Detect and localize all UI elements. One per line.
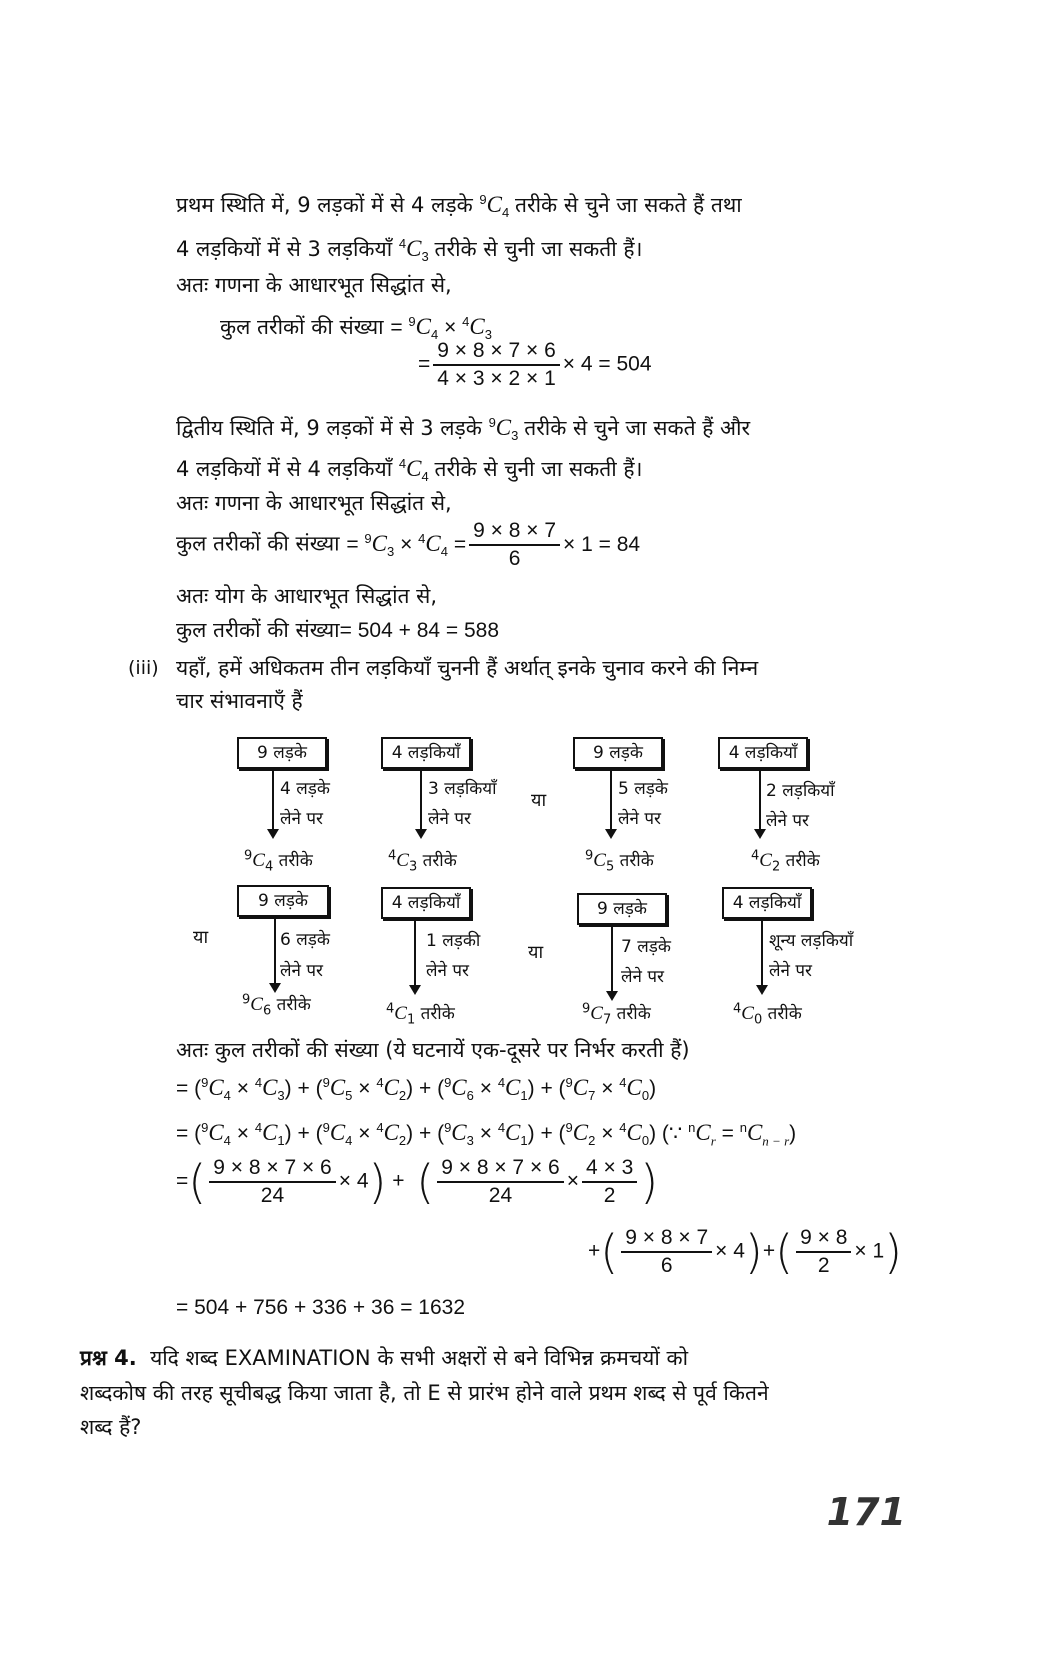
text-segment: कुल तरीकों की संख्या <box>176 531 340 556</box>
equation-line: कुल तरीकों की संख्या = $^9C_3 \times ^4C_4$ = $\frac{9 \times 8 \times 7}{6}$ × 1 = 84 <box>176 519 641 570</box>
result-label: $^4C_2$ तरीके <box>751 848 820 875</box>
text-segment: यदि शब्द EXAMINATION के सभी अक्षरों से बने विभिन्न क्रमचयों को <box>150 1346 689 1370</box>
or-label: या <box>528 942 544 963</box>
group-box: 9 लड़के <box>237 885 329 917</box>
group-box: 4 लड़कियाँ <box>381 887 471 919</box>
group-box: 9 लड़के <box>237 737 327 769</box>
down-arrow-icon <box>414 919 416 987</box>
equation-line: = $(^9C_4 \times ^4C_1) + (^9C_4 \times ^4C_2) + (^9C_3 \times ^4C_1) + (^9C_2 \times ^4C_0)$ (∵ $^nC_r = ^nC_{n - r}$) <box>176 1120 797 1149</box>
text-line: यहाँ, हमें अधिकतम तीन लड़कियाँ चुननी हैं अर्थात् इनके चुनाव करने की निम्न <box>176 656 759 680</box>
fraction-numerator: 9 × 8 × 7 <box>469 518 560 546</box>
down-arrow-icon <box>610 769 612 831</box>
text-segment: × 1 = 84 <box>563 532 641 556</box>
down-arrow-icon <box>761 919 763 987</box>
text-segment: 4 लड़कियों में से 4 लड़कियाँ <box>176 457 393 481</box>
result-label: $^9C_4$ तरीके <box>244 848 313 875</box>
selection-label: 7 लड़के <box>621 937 671 957</box>
text-line: चार संभावनाएँ हैं <box>176 689 303 713</box>
or-label: या <box>531 790 547 811</box>
group-box: 9 लड़के <box>577 893 667 925</box>
fraction-denominator: 4 × 3 × 2 × 1 <box>437 367 556 390</box>
or-label: या <box>193 927 209 948</box>
text-segment: 4 लड़कियों में से 3 लड़कियाँ <box>176 237 393 261</box>
selection-label: 2 लड़कियाँ <box>766 781 835 801</box>
selection-label: 1 लड़की <box>426 931 481 951</box>
question-line <box>80 1345 688 1371</box>
selection-label: लेने पर <box>621 967 664 987</box>
fraction-numerator: 9 × 8 × 7 × 6 <box>433 338 560 366</box>
text-segment: तरीके से चुनी जा सकती हैं। <box>434 457 643 481</box>
text-segment: कुल तरीकों की संख्या <box>176 618 340 642</box>
equation-line: कुल तरीकों की संख्या = $^9C_4 \times ^4C_3$ <box>220 314 492 343</box>
down-arrow-icon <box>272 769 274 831</box>
text-line: अतः गणना के आधारभूत सिद्धांत से, <box>176 273 452 297</box>
question-line: शब्द हैं? <box>80 1415 142 1439</box>
result-label: $^9C_6$ तरीके <box>242 992 311 1019</box>
text-segment: कुल तरीकों की संख्या <box>220 315 384 339</box>
result-label: $^9C_5$ तरीके <box>585 848 654 875</box>
page-number: 171 <box>826 1490 906 1534</box>
text-segment: × 4 = 504 <box>562 352 652 376</box>
equation-line: = $(^9C_4 \times ^4C_3) + (^9C_5 \times ^4C_2) + (^9C_6 \times ^4C_1) + (^9C_7 \times ^4C_0)$ <box>176 1075 657 1104</box>
text-line: अतः योग के आधारभूत सिद्धांत से, <box>176 584 438 608</box>
group-box: 9 लड़के <box>573 737 663 769</box>
selection-label: लेने पर <box>426 961 469 981</box>
selection-label: लेने पर <box>280 809 323 829</box>
text-line: अतः कुल तरीकों की संख्या (ये घटनायें एक-दूसरे पर निर्भर करती हैं) <box>176 1038 690 1062</box>
text-segment: तरीके से चुने जा सकते हैं और <box>524 416 751 440</box>
equation-line: =( $\frac{9 \times 8 \times 7 \times 6}{24}$ × 4) + ( $\frac{9 \times 8 \times 7 \times 6}{24}$ × $\frac{4 \times 3}{2}$ ) <box>176 1155 659 1209</box>
text-segment: तरीके से चुनी जा सकती हैं। <box>434 237 643 261</box>
down-arrow-icon <box>274 917 276 985</box>
selection-label: 5 लड़के <box>618 779 668 799</box>
down-arrow-icon <box>420 769 422 831</box>
part-label: (iii) <box>128 657 159 679</box>
group-box: 4 लड़कियाँ <box>718 737 808 769</box>
text-segment: = 504 + 84 = 588 <box>339 619 500 642</box>
selection-label: 3 लड़कियाँ <box>428 779 497 799</box>
selection-label: लेने पर <box>769 961 812 981</box>
final-result: = 504 + 756 + 336 + 36 = 1632 <box>176 1296 466 1319</box>
equation-line: = $\frac{9 \times 8 \times 7 \times 6}{4 \times 3 \times 2 \times 1}$ × 4 = 504 <box>418 339 652 390</box>
down-arrow-icon <box>759 769 761 831</box>
equation-line: +( $\frac{9 \times 8 \times 7}{6}$ × 4)+( $\frac{9 \times 8}{2}$ × 1) <box>588 1225 903 1279</box>
selection-label: लेने पर <box>280 961 323 981</box>
result-label: $^4C_3$ तरीके <box>388 848 457 875</box>
group-box: 4 लड़कियाँ <box>381 737 471 769</box>
text-line: 4 लड़कियों में से 3 लड़कियाँ $^4C_3$ तरीके से चुनी जा सकती हैं। <box>176 236 643 265</box>
selection-label: 6 लड़के <box>280 930 330 950</box>
text-segment: द्वितीय स्थिति में, 9 लड़कों में से 3 लड़के <box>176 416 482 440</box>
down-arrow-icon <box>611 925 613 993</box>
group-box: 4 लड़कियाँ <box>722 887 812 919</box>
equation-line <box>176 617 499 644</box>
question-label: प्रश्न 4. <box>80 1346 137 1370</box>
result-label: $^4C_1$ तरीके <box>386 1001 455 1028</box>
text-segment: तरीके से चुने जा सकते हैं तथा <box>515 193 742 217</box>
text-line: द्वितीय स्थिति में, 9 लड़कों में से 3 लड़के $^9C_3$ तरीके से चुने जा सकते हैं और <box>176 415 751 444</box>
result-label: $^4C_0$ तरीके <box>733 1001 802 1028</box>
selection-label: शून्य लड़कियाँ <box>769 931 854 951</box>
result-label: $^9C_7$ तरीके <box>582 1001 651 1028</box>
text-line: अतः गणना के आधारभूत सिद्धांत से, <box>176 491 452 515</box>
fraction-denominator: 6 <box>508 547 521 570</box>
selection-label: लेने पर <box>428 809 471 829</box>
selection-label: 4 लड़के <box>280 779 330 799</box>
text-line: 4 लड़कियों में से 4 लड़कियाँ $^4C_4$ तरीके से चुनी जा सकती हैं। <box>176 456 643 485</box>
text-line: प्रथम स्थिति में, 9 लड़कों में से 4 लड़के $^9C_4$ तरीके से चुने जा सकते हैं तथा <box>176 192 742 221</box>
text-segment: प्रथम स्थिति में, 9 लड़कों में से 4 लड़के <box>176 193 473 217</box>
question-line: शब्दकोष की तरह सूचीबद्ध किया जाता है, तो E से प्रारंभ होने वाले प्रथम शब्द से पूर्व कितने <box>80 1381 769 1405</box>
selection-label: लेने पर <box>618 809 661 829</box>
selection-label: लेने पर <box>766 811 809 831</box>
